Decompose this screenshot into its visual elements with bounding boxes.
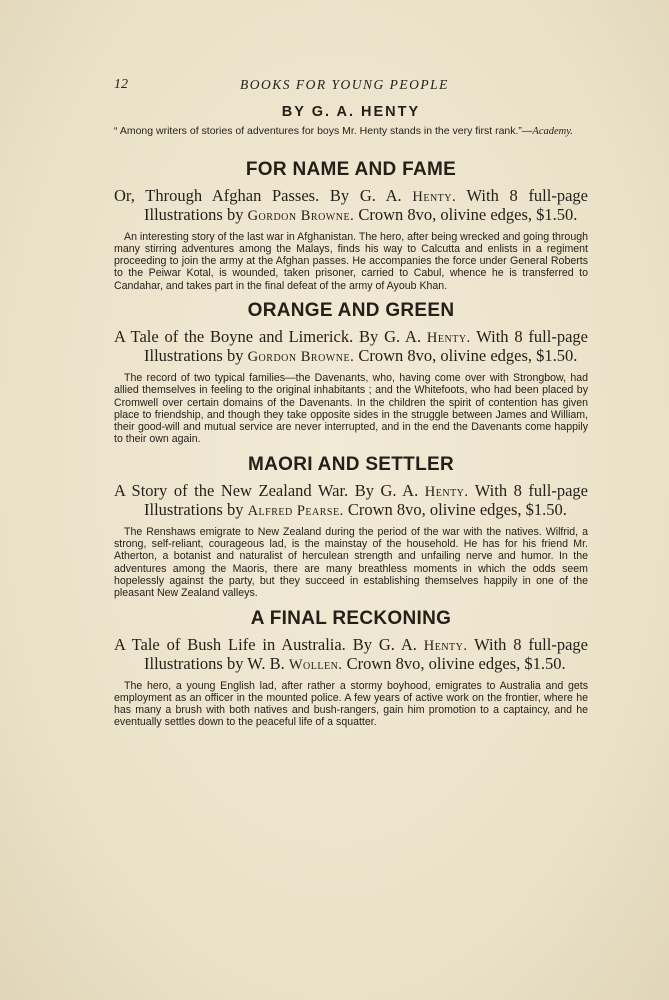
book-description: The hero, a young English lad, after rather a stormy boyhood, emigrates to Australia and gets employment as an officer in the mounted police. A few years of active work on the frontier, where he has many a brush with both natives and bush-rangers, gain him promotion to a captaincy, and he eventually settles down to the peaceful life of a squatter. [114,679,588,729]
book-info [114,328,588,366]
book-info-middle: With 8 full-page Illustrations by [144,326,588,365]
book-info [114,187,588,225]
book-info-prefix: A Story of the New Zealand War. By G. A. [114,480,425,500]
book-info-prefix: A Tale of the Boyne and Limerick. By G. A. [114,326,427,346]
book-info-suffix: Crown 8vo, olivine edges, $1.50. [354,204,578,224]
page-number: 12 [114,77,128,92]
book-info [114,636,588,674]
author-heading: BY G. A. HENTY [281,104,421,120]
book-info [114,482,588,520]
quote-source: Academy. [532,126,573,137]
book-info-suffix: Crown 8vo, olivine edges, $1.50. [343,499,567,519]
page-content [114,104,588,729]
book-title: FOR NAME AND FAME [245,158,457,180]
book-author: Henty. [426,329,471,346]
book-info-suffix: Crown 8vo, olivine edges, $1.50. [342,653,566,673]
book-description: The Renshaws emigrate to New Zealand during the period of the war with the natives. Wilfrid, a strong, self-reliant, courageous lad, is the mainstay of the household. He has for his friend Mr. Atherton, a botanist and naturalist of herculean strength and unfailing nerve and humor. In the adventures among the Maoris, there are many breathless moments in which the odds seem hopelessly against the party, but they succeed in establishing themselves happily in one of the pleasant New Zealand valleys. [114,525,588,600]
book-author: Henty. [423,637,468,654]
book-illustrator: Gordon Browne. [247,348,355,365]
book-title: MAORI AND SETTLER [247,453,454,475]
book-info-middle: With 8 full-page Illustrations by [144,185,588,224]
quote-text: “ Among writers of stories of adventures for boys Mr. Henty stands in the very first rank.”— [114,125,533,137]
press-quote [114,125,588,139]
book-info-suffix: Crown 8vo, olivine edges, $1.50. [354,345,578,365]
book-info-middle: With 8 full-page Illustrations by W. B. [144,634,588,673]
book-info-middle: With 8 full-page Illustrations by [144,480,588,519]
book-author: Henty. [412,188,457,205]
book-title: A FINAL RECKONING [250,607,452,629]
book-info-prefix: A Tale of Bush Life in Australia. By G. A. [114,634,424,654]
book-illustrator: Alfred Pearse. [247,502,344,519]
running-head [0,77,669,97]
book-title: ORANGE AND GREEN [247,299,455,321]
book-illustrator: Gordon Browne. [247,207,355,224]
book-illustrator: Wollen. [288,656,343,673]
book-description: The record of two typical families—the Davenants, who, having come over with Strongbow, had allied themselves in feeling to the original inhabitants ; and the Whitefoots, who had been placed by Cromwell over certain domains of the Davenants. In the children the spirit of contention has given place to friendship, and though they take opposite sides in the struggle between James and William, their good-will and mutual service are never interrupted, and in the end the Davenants come happily to their own again. [114,371,588,446]
book-author: Henty. [424,483,469,500]
book-info-prefix: Or, Through Afghan Passes. By G. A. [114,185,413,205]
book-description: An interesting story of the last war in Afghanistan. The hero, after being wrecked and going through many stirring adventures among the Malays, finds his way to Calcutta and enlists in a regiment proceeding to join the army at the Afghan passes. He accompanies the force under General Roberts to the Peiwar Kotal, is wounded, taken prisoner, carried to Cabul, whence he is transferred to Candahar, and takes part in the final defeat of the army of Ayoub Khan. [114,230,588,292]
running-title: BOOKS FOR YOUNG PEOPLE [240,77,449,92]
